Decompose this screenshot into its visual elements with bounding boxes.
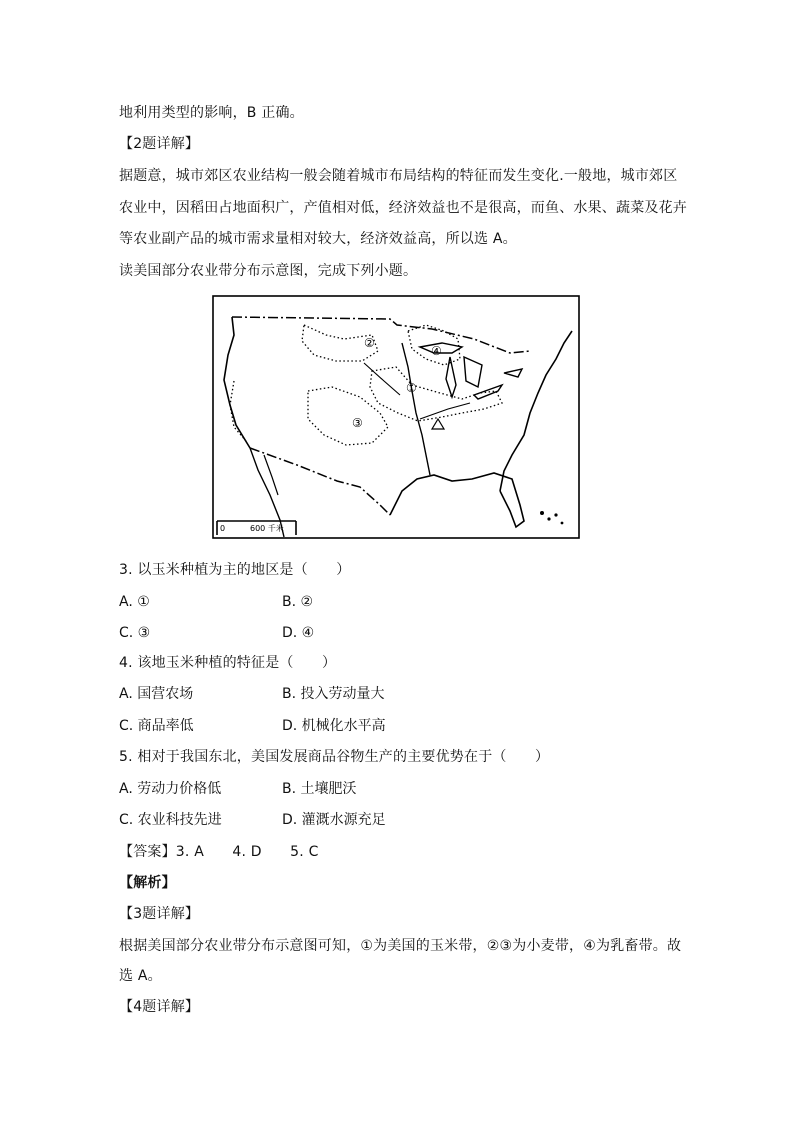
q4-detail-heading: 【4题详解】 — [119, 999, 200, 1015]
intro-line: 地利用类型的影响，B 正确。 — [119, 105, 304, 121]
zone-label-3: ③ — [352, 416, 363, 430]
island-dot — [561, 522, 564, 525]
island-dot — [547, 517, 550, 520]
q3-option-c: C. ③ — [119, 625, 151, 641]
q3-detail-heading: 【3题详解】 — [119, 906, 200, 922]
q4-stem: 4. 该地玉米种植的特征是（ ） — [119, 655, 337, 671]
q3-option-d: D. ④ — [282, 625, 315, 641]
q3-option-a: A. ① — [119, 594, 150, 610]
q3-detail-line-1: 根据美国部分农业带分布示意图可知，①为美国的玉米带，②③为小麦带，④为乳畜带。故 — [119, 938, 682, 954]
island-dot — [540, 511, 544, 515]
q5-option-a: A. 劳动力价格低 — [119, 781, 222, 797]
q5-stem: 5. 相对于我国东北，美国发展商品谷物生产的主要优势在于（ ） — [119, 749, 550, 765]
q3-stem: 3. 以玉米种植为主的地区是（ ） — [119, 562, 351, 578]
map-svg — [212, 295, 580, 539]
q4-option-c: C. 商品率低 — [119, 718, 194, 734]
q3-detail-line-2: 选 A。 — [119, 968, 162, 984]
q3-option-b: B. ② — [282, 594, 314, 610]
island-dot — [554, 513, 557, 516]
q2-detail-heading: 【2题详解】 — [119, 136, 200, 152]
zone-label-2: ② — [364, 336, 375, 350]
answer-line: 【答案】3. A 4. D 5. C — [119, 844, 319, 860]
zone-label-4: ④ — [431, 344, 442, 358]
q5-option-b: B. 土壤肥沃 — [282, 781, 357, 797]
q4-option-b: B. 投入劳动量大 — [282, 686, 385, 702]
scale-text: 600 千米 — [250, 524, 284, 533]
q4-option-d: D. 机械化水平高 — [282, 718, 386, 734]
q4-option-a: A. 国营农场 — [119, 686, 194, 702]
analysis-heading: 【解析】 — [119, 875, 176, 891]
q5-option-c: C. 农业科技先进 — [119, 812, 222, 828]
map-prompt: 读美国部分农业带分布示意图，完成下列小题。 — [119, 263, 418, 279]
scale-zero: 0 — [220, 524, 226, 533]
usa-agriculture-map — [212, 295, 580, 539]
zone-label-1: ① — [406, 381, 417, 395]
q2-detail-line-3: 等农业副产品的城市需求量相对较大，经济效益高，所以选 A。 — [119, 231, 517, 247]
q2-detail-line-2: 农业中，因稻田占地面积广，产值相对低，经济效益也不是很高，而鱼、水果、蔬菜及花卉 — [119, 200, 687, 216]
q5-option-d: D. 灌溉水源充足 — [282, 812, 386, 828]
q2-detail-line-1: 据题意，城市郊区农业结构一般会随着城市布局结构的特征而发生变化.一般地，城市郊区 — [119, 168, 678, 184]
